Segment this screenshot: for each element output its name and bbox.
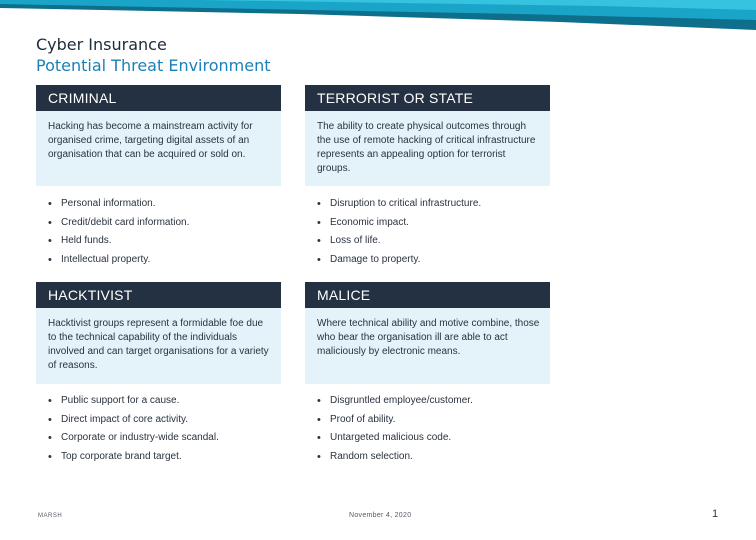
list-item: • Disgruntled employee/customer. (317, 392, 550, 411)
list-item: • Loss of life. (317, 232, 550, 251)
panel-criminal (36, 85, 281, 269)
list-item: • Intellectual property. (48, 251, 281, 270)
panel-header: TERRORIST OR STATE (305, 85, 550, 111)
panel-description: Where technical ability and motive combine, those who bear the organisation ill are able to act maliciously by electronic means. (305, 308, 550, 384)
panel-malice (305, 282, 550, 466)
panel-description: Hacktivist groups represent a formidable foe due to the technical capability of the individuals involved and can target organisations for a variety of reasons. (36, 308, 281, 384)
list-item: • Direct impact of core activity. (48, 411, 281, 430)
title-line-1: Cyber Insurance (36, 35, 167, 54)
list-item: • Corporate or industry-wide scandal. (48, 429, 281, 448)
panel-bullet-list (36, 392, 281, 466)
slide-title (36, 34, 271, 76)
list-item: • Random selection. (317, 448, 550, 467)
panel-bullet-list (36, 195, 281, 269)
top-decorative-band (0, 0, 756, 34)
panel-bullet-list (305, 392, 550, 466)
list-item: • Damage to property. (317, 251, 550, 270)
list-item: • Credit/debit card information. (48, 214, 281, 233)
page-number: 1 (712, 508, 719, 520)
panel-hacktivist (36, 282, 281, 466)
footer-brand: MARSH (38, 513, 63, 519)
list-item: • Public support for a cause. (48, 392, 281, 411)
list-item: • Personal information. (48, 195, 281, 214)
panel-terrorist-or-state (305, 85, 550, 269)
list-item: • Untargeted malicious code. (317, 429, 550, 448)
panel-header: MALICE (305, 282, 550, 308)
panel-bullet-list (305, 195, 550, 269)
list-item: • Economic impact. (317, 214, 550, 233)
list-item: • Held funds. (48, 232, 281, 251)
list-item: • Proof of ability. (317, 411, 550, 430)
title-line-2: Potential Threat Environment (36, 56, 271, 75)
footer-date: November 4, 2020 (349, 512, 412, 519)
panel-description: Hacking has become a mainstream activity for organised crime, targeting digital assets of an organisation that can be acquired or sold on. (36, 111, 281, 186)
panel-header: CRIMINAL (36, 85, 281, 111)
panel-description: The ability to create physical outcomes through the use of remote hacking of critical infrastructure represents an appealing option for terrorist groups. (305, 111, 550, 186)
list-item: • Disruption to critical infrastructure. (317, 195, 550, 214)
panel-header: HACKTIVIST (36, 282, 281, 308)
list-item: • Top corporate brand target. (48, 448, 281, 467)
